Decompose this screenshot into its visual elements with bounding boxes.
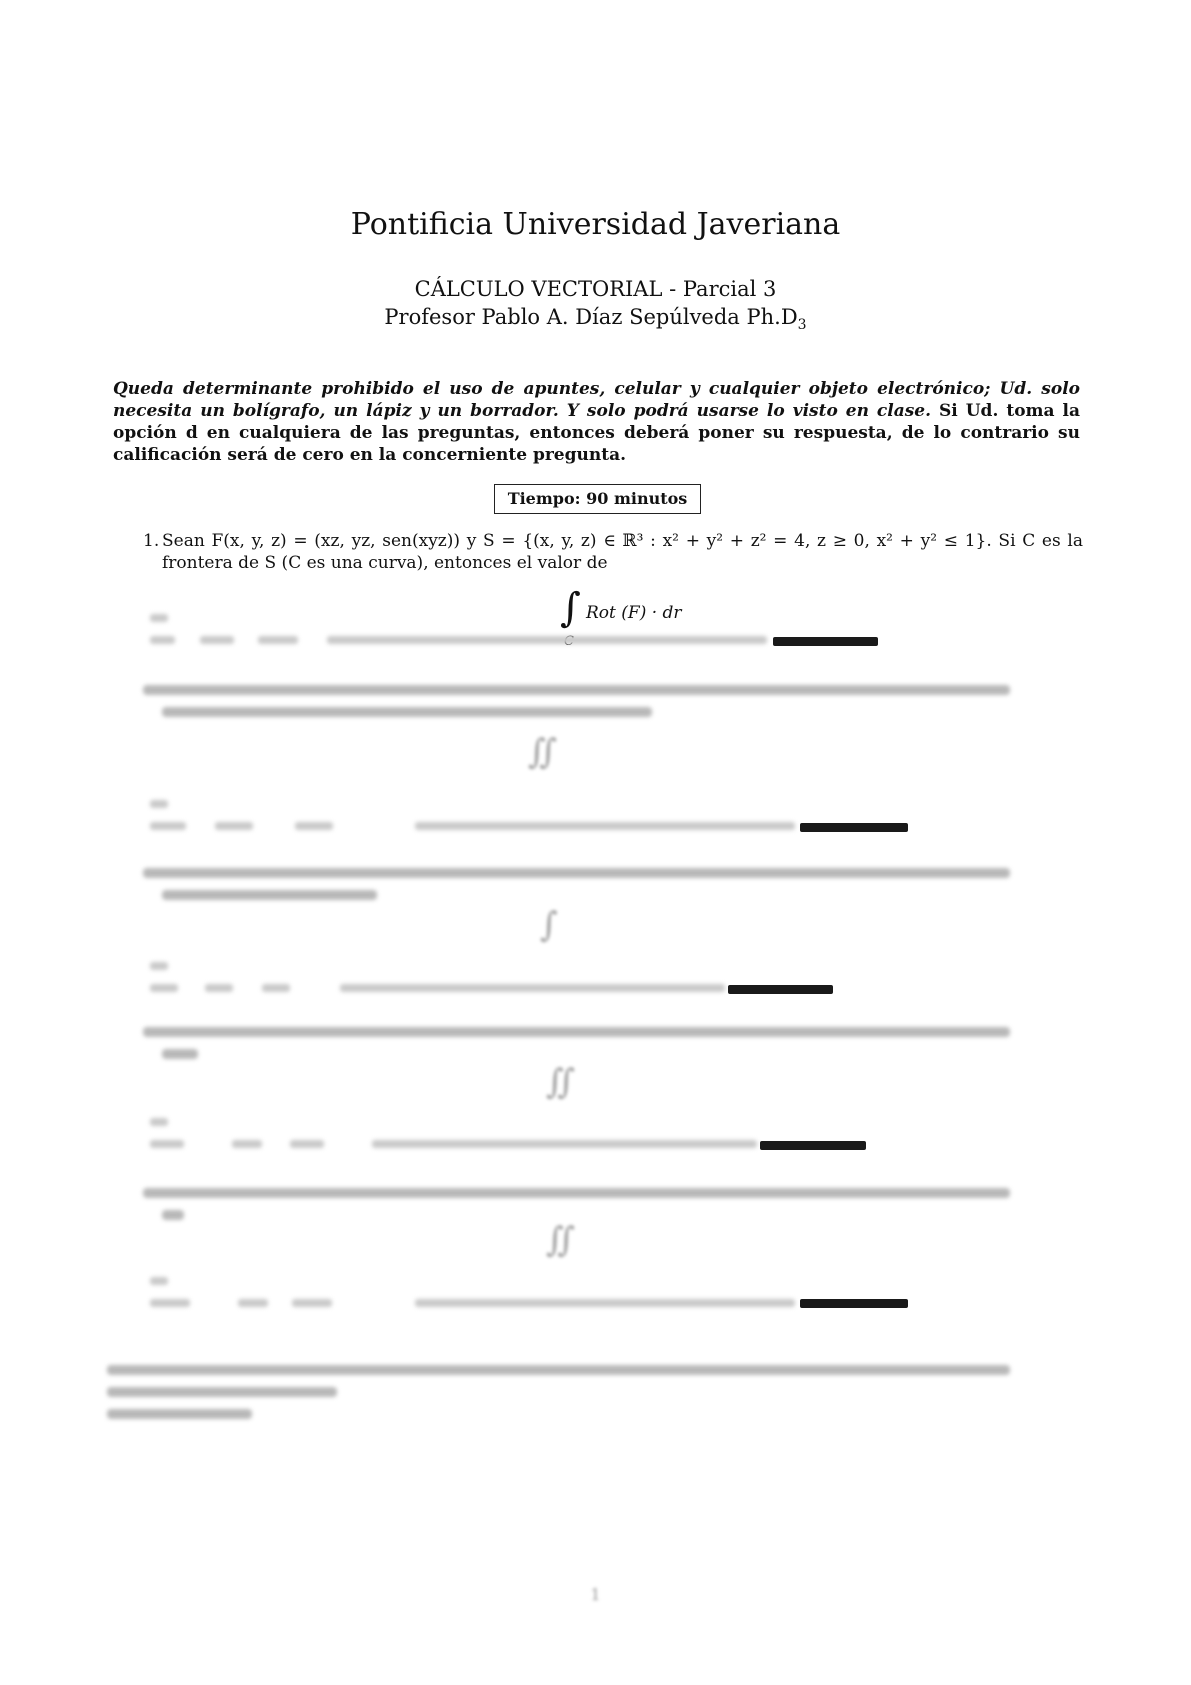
question-1-text: Sean F(x, y, z) = (xz, yz, sen(xyz)) y S = {(x, y, z) ∈ ℝ³ : x² + y² + z² = 4, z ≥ 0, x² + y² ≤ 1}. Si C es la frontera de S (C es una curva), entonces el valor de xyxy=(162,531,1083,573)
answer-blank-4[interactable] xyxy=(760,1141,866,1150)
professor-line xyxy=(0,304,1191,338)
blurred-double-integral-4: ∬ xyxy=(546,1062,575,1102)
answer-blank-1[interactable] xyxy=(773,637,878,646)
instructions-italic: Queda determinante prohibido el uso de apuntes, celular y cualquier objeto electrónico; Ud. solo necesita un bolígrafo, un lápiz y un borrador. Y solo podrá usarse lo visto en clase. xyxy=(113,379,1080,421)
blurred-double-integral-2: ∬ xyxy=(528,732,557,772)
time-limit-box: Tiempo: 90 minutos xyxy=(494,484,701,514)
professor-name: Profesor Pablo A. Díaz Sepúlveda Ph.D xyxy=(384,305,798,329)
question-1-number: 1. xyxy=(143,531,160,551)
professor-subscript: 3 xyxy=(797,317,807,334)
page-number: 1 xyxy=(590,1585,601,1604)
exam-instructions xyxy=(113,378,1080,466)
instructions-bold: Si Ud. toma la opción d en cualquiera de las preguntas, entonces deberá poner su respuesta, de lo contrario su calificación será de cero en la concerniente pregunta. xyxy=(113,401,1080,465)
integral-sign: ∫ xyxy=(560,585,581,631)
answer-blank-3[interactable] xyxy=(728,985,833,994)
integral-expression: Rot (F) · dr xyxy=(586,603,682,623)
university-title: Pontificia Universidad Javeriana xyxy=(350,207,841,242)
question-1 xyxy=(143,530,1083,574)
answer-blank-5[interactable] xyxy=(800,1299,908,1308)
blurred-double-integral-5: ∬ xyxy=(546,1220,575,1260)
blurred-integral-3: ∫ xyxy=(540,905,558,945)
course-title: CÁLCULO VECTORIAL - Parcial 3 xyxy=(414,277,777,301)
answer-blank-2[interactable] xyxy=(800,823,908,832)
